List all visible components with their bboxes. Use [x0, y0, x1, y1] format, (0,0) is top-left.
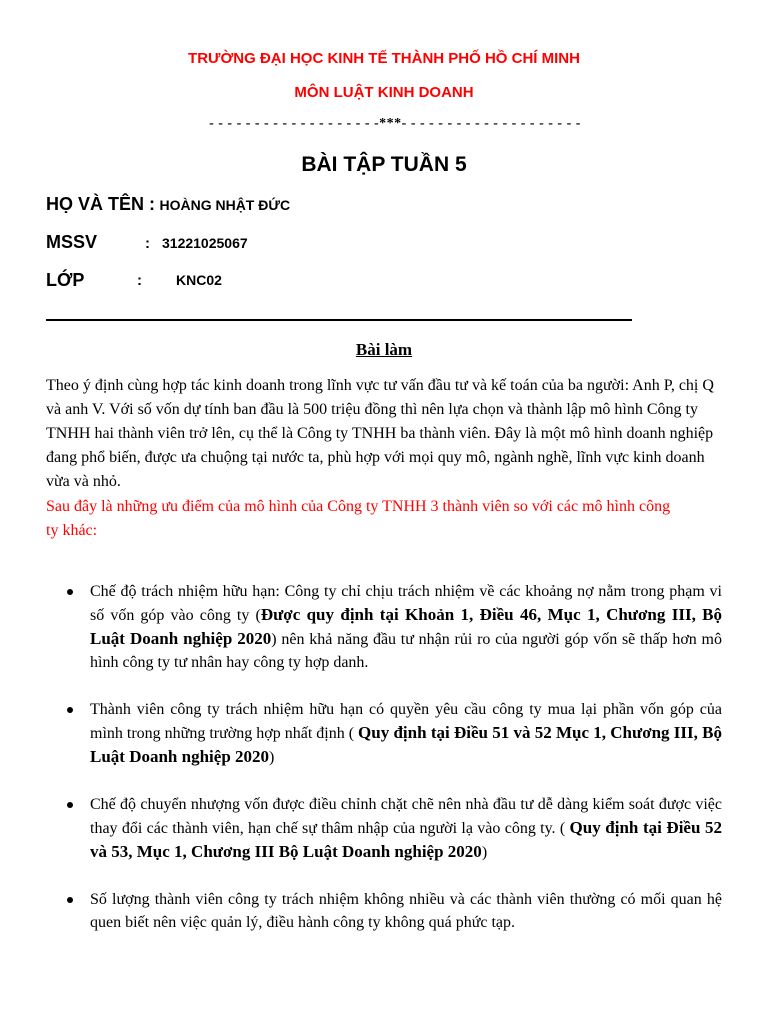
name-label: HỌ VÀ TÊN :: [46, 194, 156, 214]
student-class-row: [46, 270, 84, 291]
list-item: Thành viên công ty trách nhiệm hữu hạn có quyền yêu cầu công ty mua lại phần vốn góp của mình trong những trường hợp nhất định ( Quy định tại Điều 51 và 52 Mục 1, Chương III, Bộ Luật Doanh nghiệp 2020): [46, 698, 722, 769]
separator-line: [46, 319, 632, 321]
advantages-heading: Sau đây là những ưu điểm của mô hình của Công ty TNHH 3 thành viên so với các mô hình công ty khác:: [46, 498, 671, 539]
subject-name: MÔN LUẬT KINH DOANH: [294, 84, 474, 101]
intro-paragraph: Theo ý định cùng hợp tác kinh doanh trong lĩnh vực tư vấn đầu tư và kế toán của ba người: Anh P, chị Q và anh V. Với số vốn dự tính ban đầu là 500 triệu đồng thì nên lựa chọn và thành lập mô hình Công ty TNHH hai thành viên trở lên, cụ thể là Công ty TNHH ba thành viên. Đây là một mô hình doanh nghiệp đang phổ biến, được ưa chuộng tại nước ta, phù hợp với mọi quy mô, ngành nghề, lĩnh vực kinh doanh vừa và nhỏ.: [46, 377, 714, 490]
id-label: MSSV: [46, 232, 98, 252]
section-title: Bài làm: [355, 340, 413, 359]
assignment-title: BÀI TẬP TUẦN 5: [301, 153, 467, 176]
name-value: HOÀNG NHẬT ĐỨC: [159, 197, 291, 213]
bullet-icon: [67, 589, 73, 595]
bullet-icon: [67, 707, 73, 713]
advantages-list: [46, 580, 722, 934]
id-value: 31221025067: [162, 235, 248, 251]
list-item: Chế độ chuyển nhượng vốn được điều chỉnh chặt chẽ nên nhà đầu tư dễ dàng kiểm soát được việc thay đổi các thành viên, hạn chế sự thâm nhập của người lạ vào công ty. ( Quy định tại Điều 52 và 53, Mục 1, Chương III Bộ Luật Doanh nghiệp 2020): [46, 793, 722, 864]
list-item: Chế độ trách nhiệm hữu hạn: Công ty chỉ chịu trách nhiệm về các khoảng nợ nằm trong phạm vi số vốn góp vào công ty (Được quy định tại Khoản 1, Điều 46, Mục 1, Chương III, Bộ Luật Doanh nghiệp 2020) nên khả năng đầu tư nhận rủi ro của người góp vốn sẽ thấp hơn mô hình công ty tư nhân hay công ty hợp danh.: [46, 580, 722, 674]
class-value: KNC02: [176, 272, 222, 288]
bullet-icon: [67, 802, 73, 808]
id-colon: :: [145, 235, 150, 252]
student-id-row: [46, 232, 97, 253]
class-colon: :: [137, 272, 142, 289]
student-name-row: [46, 194, 290, 215]
class-label: LỚP: [46, 270, 85, 290]
header-divider: - - - - - - - - - - - - - - - - - - -***- - - - - - - - - - - - - - - - - - - -: [209, 116, 581, 131]
list-item: Số lượng thành viên công ty trách nhiệm không nhiều và các thành viên thường có mối quan hệ quen biết nên việc quản lý, điều hành công ty không quá phức tạp.: [46, 888, 722, 934]
school-name: TRƯỜNG ĐẠI HỌC KINH TẾ THÀNH PHỐ HỒ CHÍ MINH: [188, 50, 580, 67]
bullet-icon: [67, 897, 73, 903]
